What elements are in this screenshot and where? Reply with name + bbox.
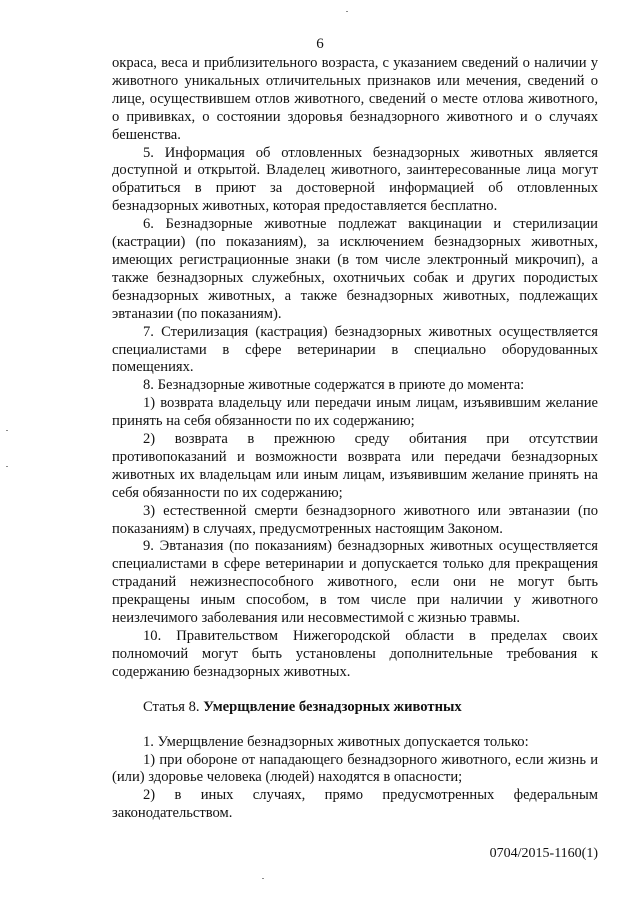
scan-dot	[346, 11, 348, 12]
article-heading	[112, 699, 598, 717]
paragraph-item-9: 9. Эвтаназия (по показаниям) безнадзорных животных осуществляется специалистами в сфере ветеринарии и допускается только для прекращения страданий нежизнеспособного животного, если они не могут быть прекращены иным способом, в том числе при наличии у животного неизлечимого заболевания или несовместимой с жизнью травмы.	[112, 538, 598, 627]
paragraph-item-8: 8. Безнадзорные животные содержатся в приюте до момента:	[143, 377, 525, 394]
document-code: 0704/2015-1160(1)	[489, 846, 598, 861]
page-number: 6	[316, 36, 324, 52]
article-prefix: Статья 8.	[143, 698, 200, 715]
scan-dot	[6, 466, 8, 467]
article-paragraph-1: 1. Умерщвление безнадзорных животных допускается только:	[143, 733, 529, 750]
article-subitem-1: 1) при обороне от нападающего безнадзорного животного, если жизнь и (или) здоровье человека (людей) находятся в опасности;	[112, 751, 598, 786]
subitem-8-1: 1) возврата владельцу или передачи иным лицам, изъявившим желание принять на себя обязанности по их содержанию;	[112, 395, 598, 430]
article-title: Умерщвление безнадзорных животных	[203, 698, 462, 715]
subitem-8-2: 2) возврата в прежнюю среду обитания при отсутствии противопоказаний и возможности возврата или передачи безнадзорных животных их владельцам или иным лицам, изъявившим желание принять на себя обязанности по их содержанию;	[112, 431, 598, 501]
scan-dot	[6, 430, 8, 431]
document-body	[112, 55, 598, 823]
article-subitem-2: 2) в иных случаях, прямо предусмотренных федеральным законодательством.	[112, 787, 598, 822]
paragraph-item-10: 10. Правительством Нижегородской области в пределах своих полномочий могут быть установлены дополнительные требования к содержанию безнадзорных животных.	[112, 628, 598, 680]
paragraph-continuation: окраса, веса и приблизительного возраста, с указанием сведений о наличии у животного уникальных отличительных признаков или мечения, сведений о лице, осуществившем отлов животного, сведений о месте отлова животного, о прививках, о состоянии здоровья безнадзорного животного и о случаях бешенства.	[112, 55, 598, 143]
subitem-8-3: 3) естественной смерти безнадзорного животного или эвтаназии (по показаниям) в случаях, предусмотренных настоящим Законом.	[112, 502, 598, 537]
paragraph-item-5: 5. Информация об отловленных безнадзорных животных является доступной и открытой. Владелец животного, заинтересованные лица могут обратиться в приют за достоверной информацией об отловленных безнадзорных животных, которая предоставляется бесплатно.	[112, 144, 598, 215]
paragraph-item-7: 7. Стерилизация (кастрация) безнадзорных животных осуществляется специалистами в сфере ветеринарии в специально оборудованных помещениях.	[112, 323, 598, 376]
paragraph-item-6: 6. Безнадзорные животные подлежат вакцинации и стерилизации (кастрации) (по показаниям), за исключением безнадзорных животных, имеющих регистрационные знаки (в том числе электронный микрочип), а также безнадзорных служебных, охотничьих собак и других породистых безнадзорных животных, а также безнадзорных животных, подлежащих эвтаназии (по показаниям).	[112, 216, 598, 322]
scan-dot	[262, 878, 264, 879]
